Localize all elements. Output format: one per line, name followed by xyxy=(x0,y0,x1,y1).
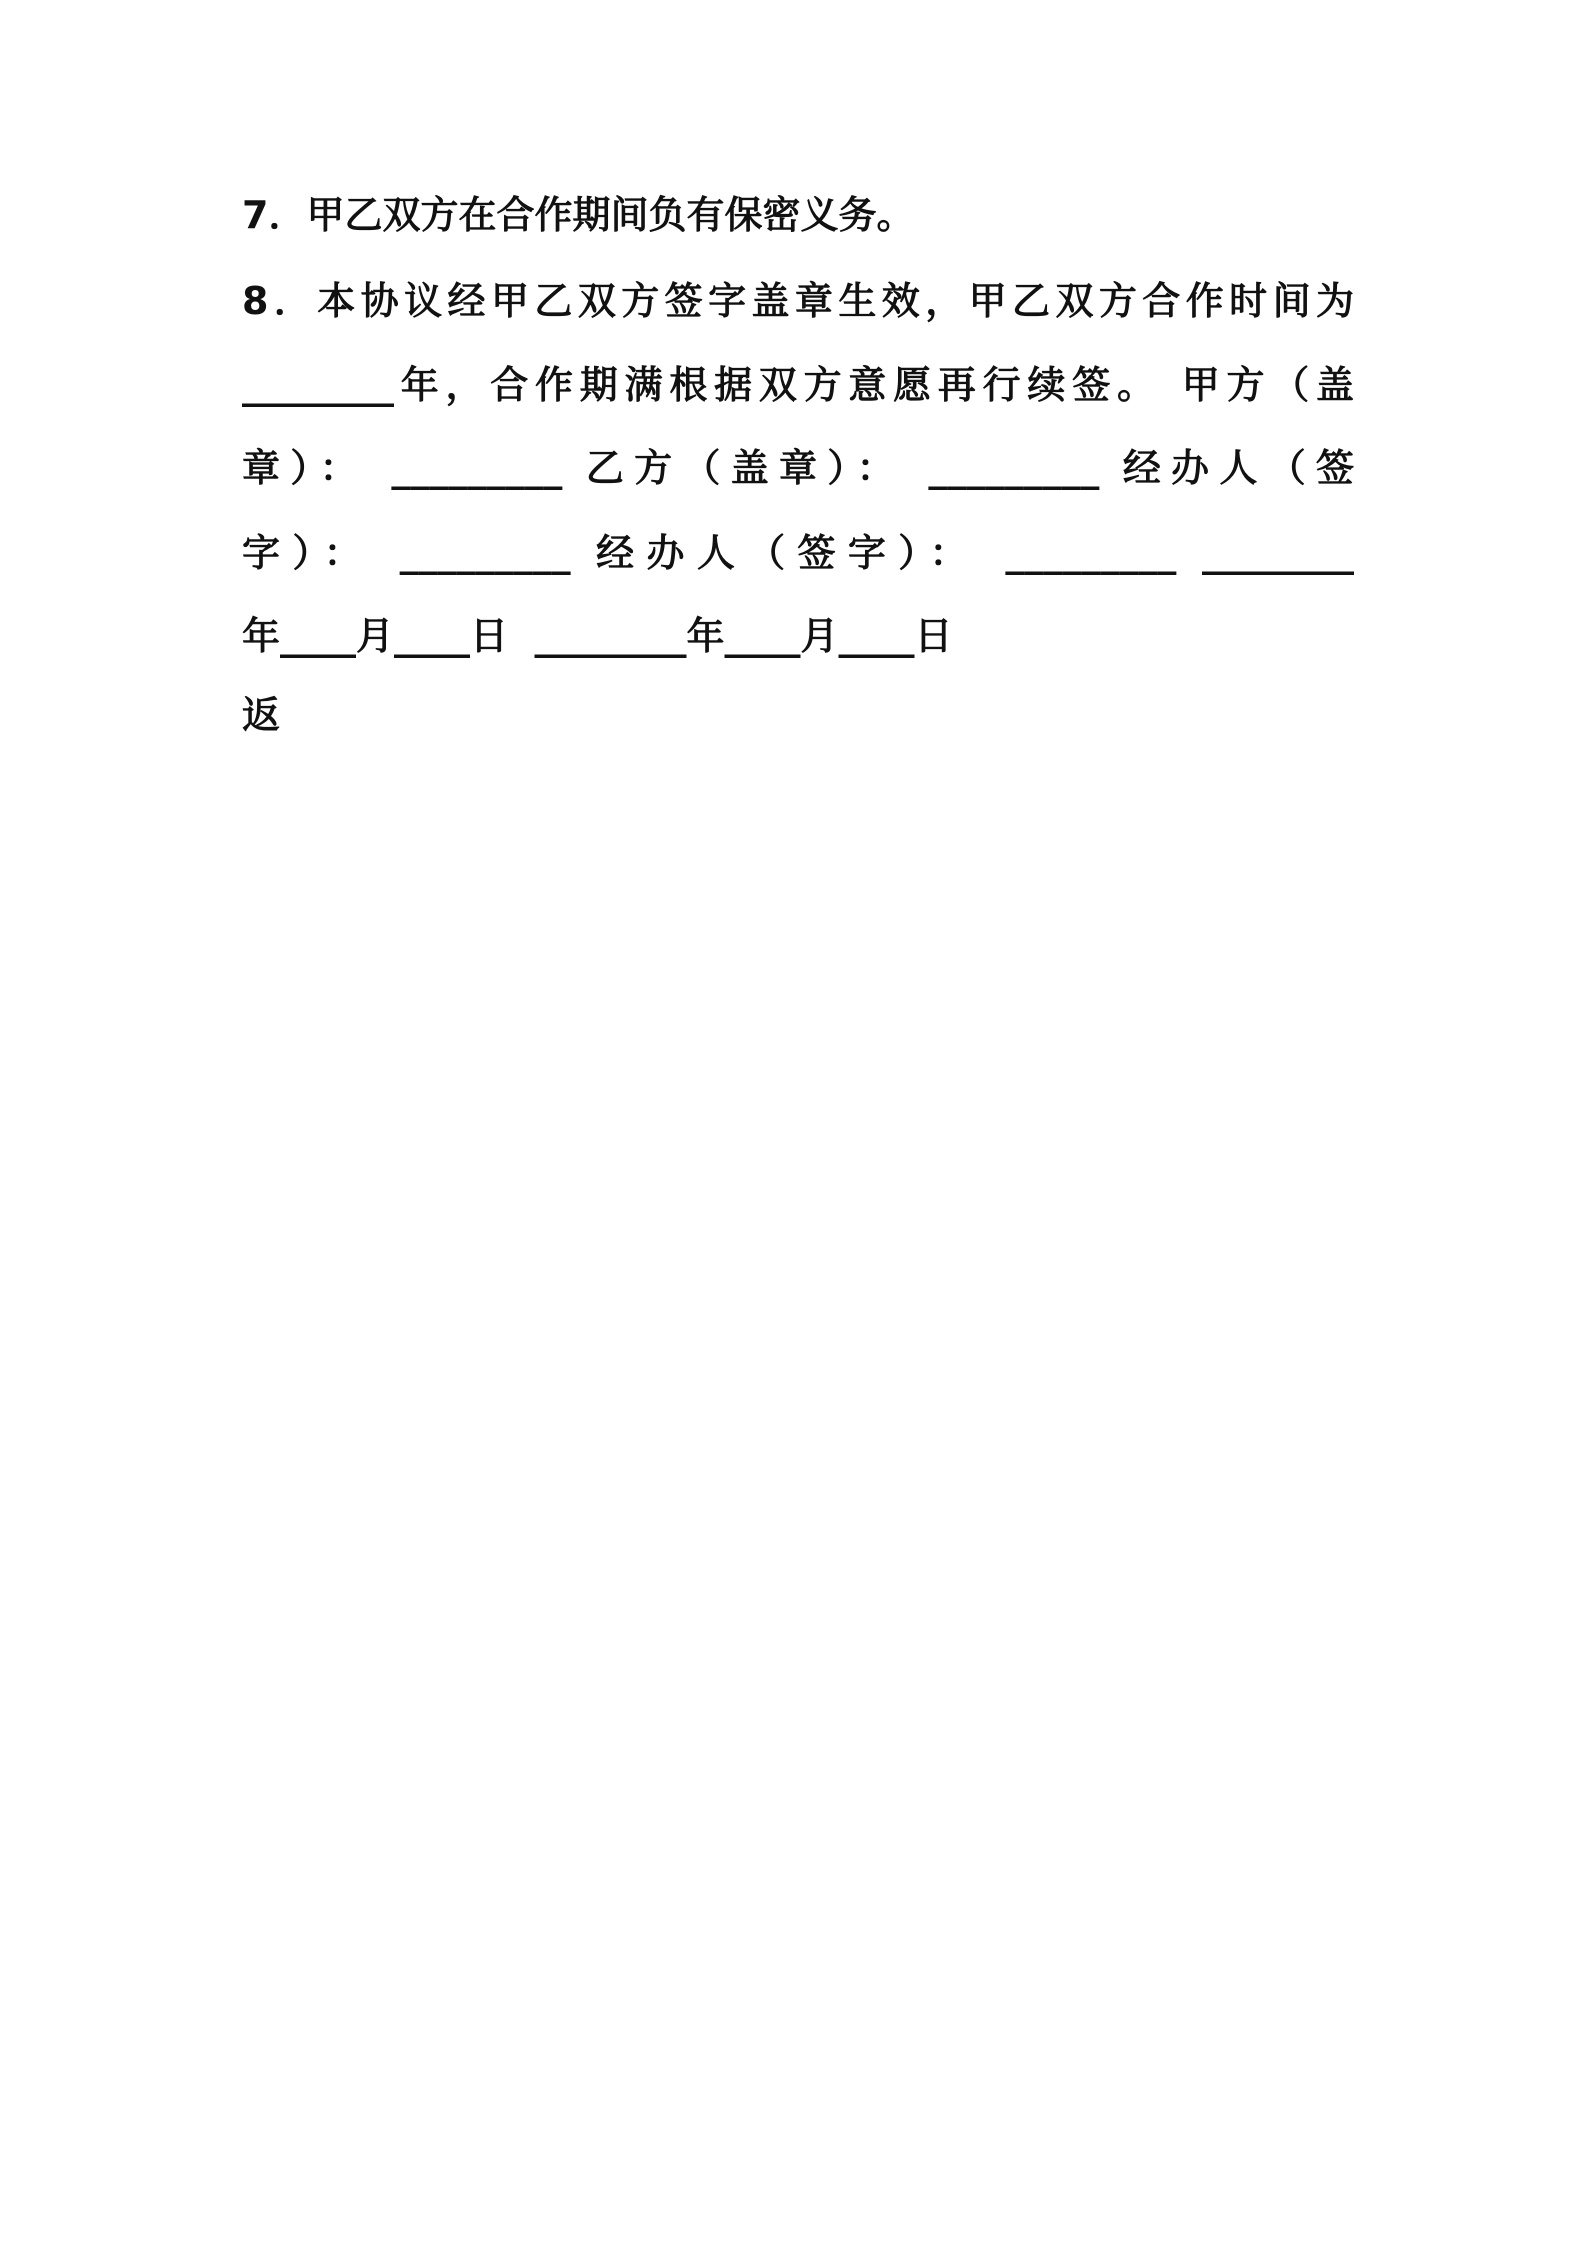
signature-line-1: 章）： _________ 乙方（盖章）： _________ 经办人（签 xyxy=(242,446,1354,490)
date-line: 年____月____日 ________年____月____日 xyxy=(242,614,953,658)
clause-8-line-1: 8．本协议经甲乙双方签字盖章生效，甲乙双方合作时间为 xyxy=(242,279,1354,323)
clause-8-line-2: ________年，合作期满根据双方意愿再行续签。 甲方（盖 xyxy=(242,363,1354,407)
signature-line-2: 字）： _________ 经办人（签字）： _________ ________ xyxy=(242,531,1354,575)
return-link[interactable]: 返 xyxy=(242,693,281,737)
clause-7-line: 7．甲乙双方在合作期间负有保密义务。 xyxy=(242,193,915,237)
